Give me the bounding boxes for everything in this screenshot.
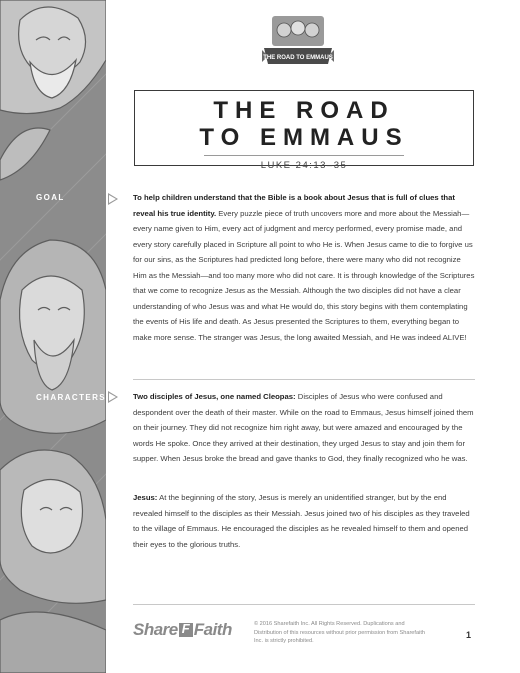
- sidebar-illustration: [0, 0, 106, 673]
- title-box: [134, 90, 474, 171]
- character-name: Two disciples of Jesus, one named Cleopas:: [133, 392, 296, 401]
- logo-left: Share: [133, 620, 178, 639]
- scripture-reference: LUKE 24:13–35: [260, 160, 348, 171]
- title-line-2: TO EMMAUS: [199, 124, 409, 151]
- figure-bottom: [0, 450, 106, 673]
- goal-body: Every puzzle piece of truth uncovers more and more about the Messiah—every name given to Him, every act of judgment and mercy performed, every promise made, and every story carefully placed in Scripture all point to who He is. When Jesus came to die to forgive us for our sins, as the Scriptures had predicted long before, there were many who did not recognize Him as the Messiah—and too many more who did not care. It is through knowledge of the Scriptures that we come to recognize Jesus as the Messiah. Although the two disciples did not have a clear understanding of who Jesus was and what He would do, this story begins with them contemplating the events of His life and death. As Jesus presented the Scriptures to them, everything began to make more sense. The stranger was Jesus, the long awaited Messiah, and He was indeed ALIVE!: [133, 208, 475, 342]
- goal-paragraph: [133, 190, 475, 345]
- section-divider: [133, 379, 475, 380]
- illustration-art: [0, 0, 106, 673]
- goal-arrow-icon: [108, 193, 118, 205]
- character-name: Jesus:: [133, 493, 158, 502]
- characters-arrow-icon: [108, 391, 118, 403]
- page-number: 1: [466, 630, 472, 640]
- character-description: At the beginning of the story, Jesus is merely an unidentified stranger, but by the end revealed himself to the disciples as their Messiah. Jesus joined two of his disciples as they traveled to the village of Emmaus. He encouraged the disciples as he revealed himself to them and opened their eyes to the glorious truths.: [133, 493, 470, 549]
- character-entry-jesus: [133, 490, 475, 552]
- copyright-notice: © 2016 Sharefaith Inc. All Rights Reserved. Duplications and Distribution of this resources without prior permission from Sharefaith Inc. is strictly prohibited.: [254, 621, 425, 644]
- character-entry-disciples: [133, 389, 475, 467]
- goal-lead: To help children understand that the Bible is a book about Jesus that is full of clues that reveal his true identity.: [133, 193, 455, 218]
- logo-box-icon: [179, 623, 193, 637]
- badge-text: THE ROAD TO EMMAUS: [263, 55, 333, 61]
- title-divider: [204, 155, 404, 156]
- character-description: Disciples of Jesus who were confused and despondent over the death of their master. While on the road to Emmaus, Jesus himself joined them on their journey. They did not recognize him right away, but were amazed and encouraged by the words He spoke. Once they arrived at their destination, they urged Jesus to stay and join them for supper. When Jesus broke the bread and gave thanks to God, they finally recognized who he was.: [133, 392, 474, 463]
- logo-right: Faith: [193, 620, 232, 639]
- series-badge: [262, 16, 334, 80]
- title-line-1: THE ROAD: [213, 97, 395, 124]
- footer-divider: [133, 604, 475, 605]
- goal-label: GOAL: [36, 193, 65, 202]
- characters-label: CHARACTERS: [36, 393, 106, 402]
- figure-middle: [0, 240, 106, 433]
- sharefaith-logo: [133, 620, 232, 640]
